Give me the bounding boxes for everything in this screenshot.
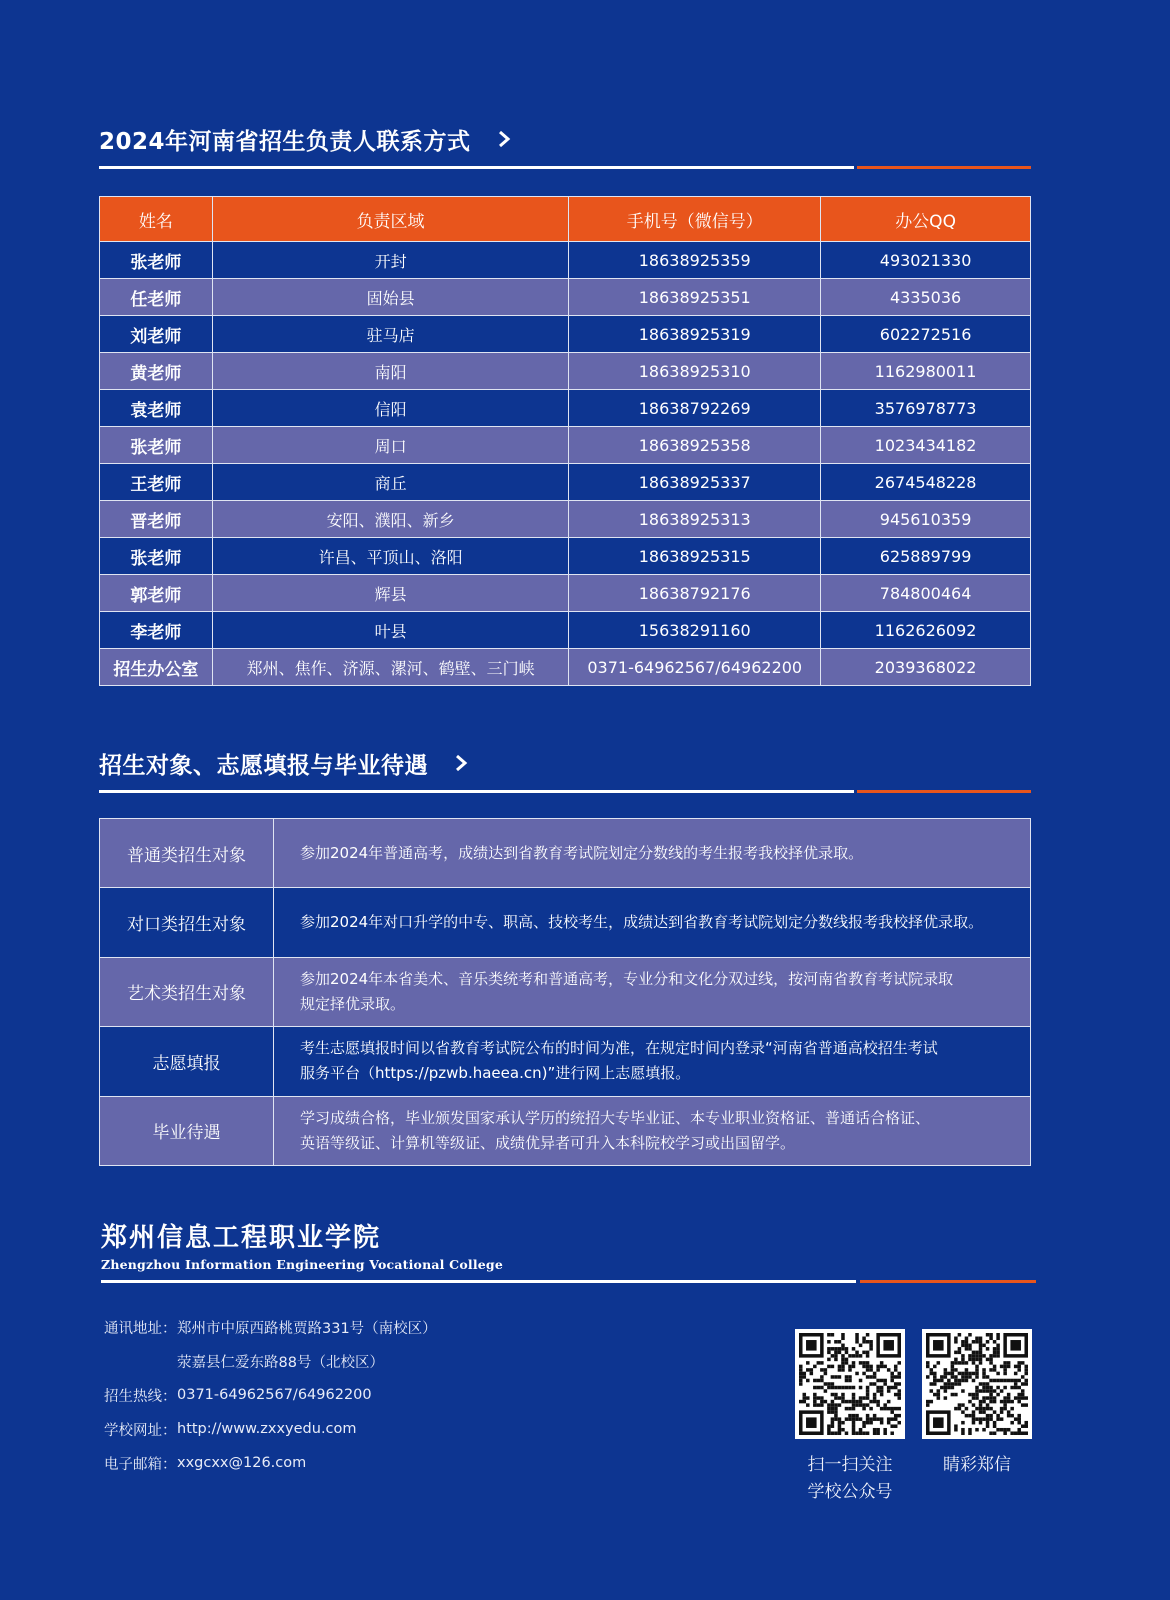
table-row	[100, 279, 1031, 316]
footer-divider	[101, 1280, 1036, 1283]
qr2-caption	[922, 1452, 1032, 1479]
info-key: 艺术类招生对象	[100, 957, 274, 1026]
contact-region: 叶县	[212, 612, 568, 649]
qr1-caption	[795, 1452, 905, 1506]
contact-name: 晋老师	[100, 501, 213, 538]
hotline-value: 0371-64962567/64962200	[177, 1387, 372, 1403]
website-link[interactable]: http://www.zxxyedu.com	[177, 1421, 357, 1437]
contact-region: 郑州、焦作、济源、漯河、鹤壁、三门峡	[212, 649, 568, 686]
table-row	[100, 316, 1031, 353]
college-logo	[101, 1217, 503, 1272]
info-row	[100, 1096, 1031, 1165]
contact-qq: 2674548228	[821, 464, 1031, 501]
table-row	[100, 353, 1031, 390]
contact-region: 开封	[212, 242, 568, 279]
contact-qq: 1023434182	[821, 427, 1031, 464]
contact-qq: 945610359	[821, 501, 1031, 538]
info-row	[100, 888, 1031, 957]
contact-qq: 625889799	[821, 538, 1031, 575]
info-value	[274, 1096, 1031, 1165]
section-admission-header	[99, 746, 1031, 793]
contact-phone: 18638792269	[569, 390, 821, 427]
qr1-caption-line1: 扫一扫关注	[807, 1455, 893, 1475]
contact-name: 袁老师	[100, 390, 213, 427]
table-row	[100, 538, 1031, 575]
header-qq: 办公QQ	[821, 197, 1031, 242]
contact-region: 驻马店	[212, 316, 568, 353]
info-value-line: 考生志愿填报时间以省教育考试院公布的时间为准，在规定时间内登录“河南省普通高校招生考试	[300, 1039, 938, 1058]
address-label: 通讯地址：	[104, 1320, 177, 1337]
table-header-row	[100, 197, 1031, 242]
contact-qq: 1162626092	[821, 612, 1031, 649]
contact-phone: 18638925315	[569, 538, 821, 575]
info-value-line: 英语等级证、计算机等级证、成绩优异者可升入本科院校学习或出国留学。	[300, 1133, 796, 1152]
contact-qq: 2039368022	[821, 649, 1031, 686]
contacts-table	[99, 196, 1031, 686]
contact-name: 张老师	[100, 242, 213, 279]
contact-name: 黄老师	[100, 353, 213, 390]
contact-name: 张老师	[100, 538, 213, 575]
contact-phone: 18638792176	[569, 575, 821, 612]
email-link[interactable]: xxgcxx@126.com	[177, 1455, 307, 1471]
contact-phone: 18638925351	[569, 279, 821, 316]
address-south: 郑州市中原西路桃贾路331号（南校区）	[177, 1320, 437, 1337]
contact-region: 安阳、濮阳、新乡	[212, 501, 568, 538]
contact-region: 固始县	[212, 279, 568, 316]
table-row	[100, 575, 1031, 612]
contact-qq: 493021330	[821, 242, 1031, 279]
info-value-line: 学习成绩合格，毕业颁发国家承认学历的统招大专毕业证、本专业职业资格证、普通话合格证、	[300, 1108, 931, 1127]
info-row	[100, 819, 1031, 888]
channels-qr-code	[922, 1329, 1032, 1439]
website-row	[104, 1412, 437, 1446]
contact-phone: 18638925310	[569, 353, 821, 390]
section-contacts-header	[99, 122, 1031, 169]
contact-region: 信阳	[212, 390, 568, 427]
section-title	[99, 122, 1031, 156]
address-row-2	[104, 1344, 437, 1378]
contact-region: 许昌、平顶山、洛阳	[212, 538, 568, 575]
section-title	[99, 746, 1031, 780]
contact-qq: 1162980011	[821, 353, 1031, 390]
contact-phone: 0371-64962567/64962200	[569, 649, 821, 686]
info-value	[274, 888, 1031, 957]
contact-phone: 18638925319	[569, 316, 821, 353]
contact-info	[104, 1310, 437, 1480]
contact-region: 周口	[212, 427, 568, 464]
contact-name: 刘老师	[100, 316, 213, 353]
info-value-line: 参加2024年对口升学的中专、职高、技校考生，成绩达到省教育考试院划定分数线报考我校择优录取。	[300, 913, 984, 932]
contact-name: 郭老师	[100, 575, 213, 612]
wechat-official-qr-code	[795, 1329, 905, 1439]
info-value-line: 服务平台（https://pzwb.haeea.cn)”进行网上志愿填报。	[300, 1064, 691, 1083]
contact-region: 南阳	[212, 353, 568, 390]
table-row	[100, 242, 1031, 279]
contact-qq: 602272516	[821, 316, 1031, 353]
contact-phone: 15638291160	[569, 612, 821, 649]
contact-qq: 3576978773	[821, 390, 1031, 427]
email-row	[104, 1446, 437, 1480]
address-row	[104, 1310, 437, 1344]
email-label: 电子邮箱：	[104, 1456, 177, 1473]
contact-name: 张老师	[100, 427, 213, 464]
address-north: 荥嘉县仁爱东路88号（北校区）	[177, 1354, 384, 1371]
qr2-caption-line1: 睛彩郑信	[943, 1455, 1011, 1475]
contact-qq: 4335036	[821, 279, 1031, 316]
contact-phone: 18638925313	[569, 501, 821, 538]
info-key: 对口类招生对象	[100, 888, 274, 957]
contact-phone: 18638925337	[569, 464, 821, 501]
header-name: 姓名	[100, 197, 213, 242]
info-value-line: 参加2024年普通高考，成绩达到省教育考试院划定分数线的考生报考我校择优录取。	[300, 843, 864, 862]
info-value	[274, 819, 1031, 888]
info-value	[274, 1027, 1031, 1096]
chevron-right-icon	[452, 754, 470, 772]
qr1-caption-line2: 学校公众号	[807, 1482, 893, 1502]
section-title-text: 招生对象、志愿填报与毕业待遇	[99, 752, 428, 779]
website-label: 学校网址：	[104, 1422, 177, 1439]
contact-name: 李老师	[100, 612, 213, 649]
college-name-en: Zhengzhou Information Engineering Vocational College	[101, 1257, 504, 1272]
contact-region: 辉县	[212, 575, 568, 612]
contact-region: 商丘	[212, 464, 568, 501]
hotline-label: 招生热线：	[104, 1388, 177, 1405]
info-key: 普通类招生对象	[100, 819, 274, 888]
info-value-line: 参加2024年本省美术、音乐类统考和普通高考，专业分和文化分双过线，按河南省教育考试院录取	[300, 969, 954, 988]
contact-name: 王老师	[100, 464, 213, 501]
table-row	[100, 501, 1031, 538]
section-title-text: 2024年河南省招生负责人联系方式	[99, 128, 471, 155]
admission-info-table	[99, 818, 1031, 1166]
table-row	[100, 464, 1031, 501]
info-row	[100, 957, 1031, 1026]
header-phone: 手机号（微信号）	[569, 197, 821, 242]
info-row	[100, 1027, 1031, 1096]
section-divider	[99, 166, 1031, 169]
section-divider	[99, 790, 1031, 793]
table-row	[100, 612, 1031, 649]
table-row	[100, 390, 1031, 427]
info-key: 毕业待遇	[100, 1096, 274, 1165]
hotline-row	[104, 1378, 437, 1412]
college-name-cn: 郑州信息工程职业学院	[101, 1223, 382, 1253]
header-region: 负责区域	[212, 197, 568, 242]
contact-name: 招生办公室	[100, 649, 213, 686]
table-row	[100, 427, 1031, 464]
contact-name: 任老师	[100, 279, 213, 316]
info-key: 志愿填报	[100, 1027, 274, 1096]
contact-phone: 18638925359	[569, 242, 821, 279]
chevron-right-icon	[495, 130, 513, 148]
info-value-line: 规定择优录取。	[300, 994, 406, 1013]
contact-qq: 784800464	[821, 575, 1031, 612]
contact-phone: 18638925358	[569, 427, 821, 464]
table-row	[100, 649, 1031, 686]
info-value	[274, 957, 1031, 1026]
